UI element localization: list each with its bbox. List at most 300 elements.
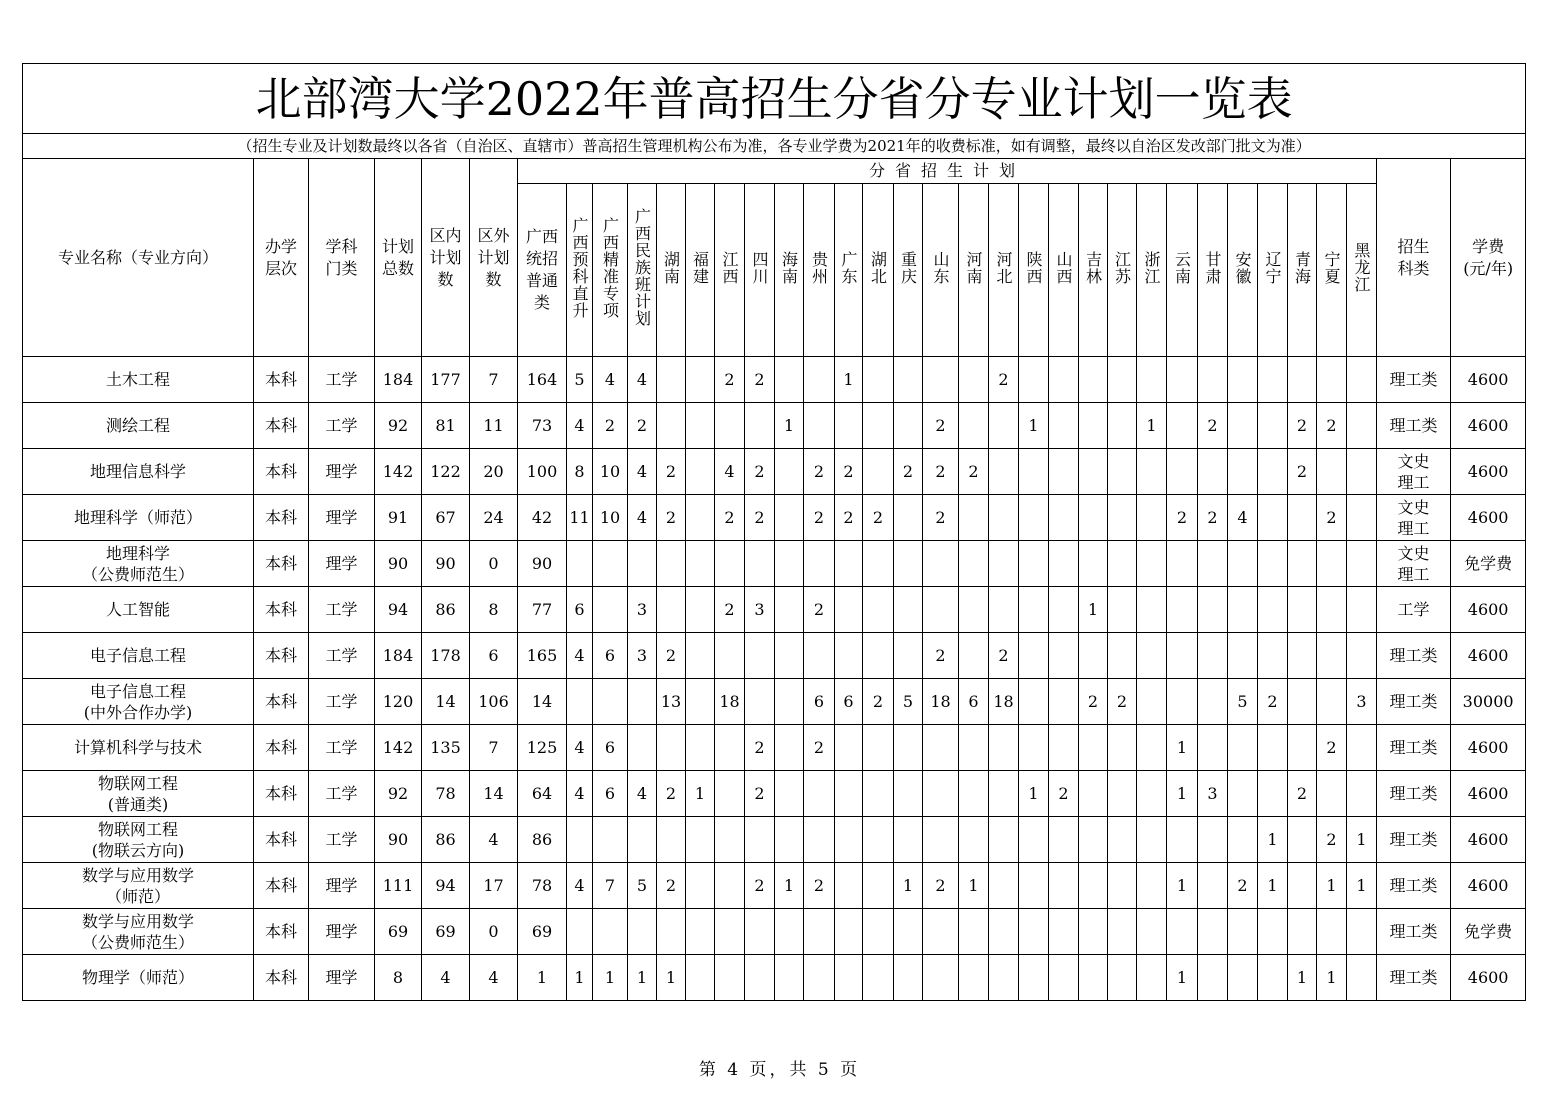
plan-cell-7: 2 [715, 587, 745, 633]
plan-cell-22: 2 [1167, 495, 1198, 541]
discipline-cell: 工学 [309, 725, 375, 771]
header-text-line: 计划 [477, 247, 510, 267]
plan-cell-24: 2 [1228, 863, 1258, 909]
plan-cell-18 [1049, 587, 1079, 633]
plan-cell-19 [1079, 771, 1108, 817]
plan-cell-19 [1079, 863, 1108, 909]
level-cell: 本科 [254, 541, 309, 587]
text-line: （公费师范生） [81, 932, 194, 952]
major-name [23, 817, 254, 863]
plan-cell-5: 2 [657, 633, 686, 679]
text-line: 物联网工程 [97, 773, 178, 793]
plan-cell-12 [863, 909, 894, 955]
text-line: （公费师范生） [81, 564, 194, 584]
plan-cell-2: 4 [567, 771, 593, 817]
plan-cell-21 [1137, 679, 1167, 725]
header-text-line: 区内 [429, 225, 462, 245]
plan-cell-14 [923, 817, 959, 863]
inner-plan-cell: 81 [422, 403, 470, 449]
header-total [375, 159, 422, 357]
header-text-line: 招生 [1397, 236, 1430, 256]
table-row [23, 771, 1526, 817]
category-cell [1377, 633, 1451, 679]
plan-cell-17 [1019, 955, 1049, 1001]
plan-cell-9 [775, 495, 804, 541]
plan-cell-11: 2 [835, 495, 863, 541]
plan-cell-10: 2 [804, 449, 835, 495]
plan-cell-7: 2 [715, 357, 745, 403]
plan-cell-16 [989, 403, 1019, 449]
plan-cell-15 [959, 817, 989, 863]
plan-cell-12: 2 [863, 679, 894, 725]
plan-cell-3: 10 [593, 449, 628, 495]
table-row [23, 357, 1526, 403]
table-row [23, 863, 1526, 909]
text-line: 电子信息工程 [89, 681, 186, 701]
outer-plan-cell: 4 [470, 817, 518, 863]
plan-cell-21 [1137, 357, 1167, 403]
header-plan-label: 福建 [690, 250, 710, 285]
plan-cell-12 [863, 403, 894, 449]
major-name [23, 449, 254, 495]
discipline-cell: 工学 [309, 633, 375, 679]
plan-cell-18 [1049, 725, 1079, 771]
plan-cell-4 [628, 725, 657, 771]
outer-plan-cell: 8 [470, 587, 518, 633]
table-row [23, 679, 1526, 725]
level-cell: 本科 [254, 449, 309, 495]
plan-cell-5: 2 [657, 449, 686, 495]
table-row [23, 725, 1526, 771]
plan-cell-26: 2 [1288, 771, 1317, 817]
header-plan-13 [894, 184, 923, 357]
text-line: 文史 [1397, 543, 1430, 563]
plan-cell-25 [1258, 771, 1288, 817]
plan-cell-2: 1 [567, 955, 593, 1001]
total-plan-cell: 91 [375, 495, 422, 541]
header-plan-6 [686, 184, 715, 357]
level-cell: 本科 [254, 495, 309, 541]
plan-cell-6 [686, 725, 715, 771]
outer-plan-cell: 17 [470, 863, 518, 909]
plan-cell-19 [1079, 725, 1108, 771]
text-line: 人工智能 [105, 600, 170, 619]
total-plan-cell: 90 [375, 541, 422, 587]
inner-plan-cell: 67 [422, 495, 470, 541]
header-plan-label: 青海 [1292, 250, 1312, 285]
outer-plan-cell: 0 [470, 541, 518, 587]
plan-cell-7 [715, 541, 745, 587]
plan-cell-23 [1198, 633, 1228, 679]
discipline-cell: 理学 [309, 495, 375, 541]
header-plan-8 [745, 184, 775, 357]
level-cell: 本科 [254, 679, 309, 725]
outer-plan-cell: 20 [470, 449, 518, 495]
plan-cell-1: 73 [518, 403, 567, 449]
plan-cell-26 [1288, 357, 1317, 403]
plan-cell-9 [775, 541, 804, 587]
plan-cell-10: 6 [804, 679, 835, 725]
plan-cell-7 [715, 909, 745, 955]
plan-cell-6 [686, 955, 715, 1001]
plan-cell-25 [1258, 587, 1288, 633]
plan-cell-15 [959, 909, 989, 955]
plan-cell-16: 2 [989, 357, 1019, 403]
plan-cell-7: 18 [715, 679, 745, 725]
plan-cell-1: 64 [518, 771, 567, 817]
plan-cell-13 [894, 495, 923, 541]
plan-cell-15 [959, 403, 989, 449]
plan-cell-22 [1167, 587, 1198, 633]
plan-cell-18 [1049, 633, 1079, 679]
plan-cell-21 [1137, 909, 1167, 955]
plan-cell-20 [1108, 725, 1137, 771]
plan-cell-9 [775, 587, 804, 633]
plan-cell-13 [894, 587, 923, 633]
plan-cell-21 [1137, 725, 1167, 771]
header-text-line: 统招 [525, 249, 558, 268]
plan-cell-13 [894, 357, 923, 403]
plan-cell-26 [1288, 863, 1317, 909]
text-line: 理工类 [1389, 416, 1438, 435]
plan-cell-7 [715, 633, 745, 679]
plan-cell-27 [1317, 357, 1347, 403]
plan-cell-16 [989, 541, 1019, 587]
plan-cell-20 [1108, 403, 1137, 449]
plan-cell-28 [1347, 725, 1377, 771]
plan-cell-12: 2 [863, 495, 894, 541]
plan-cell-28 [1347, 633, 1377, 679]
header-plan-label: 浙江 [1142, 250, 1161, 285]
plan-cell-17 [1019, 495, 1049, 541]
plan-cell-18 [1049, 357, 1079, 403]
plan-cell-5 [657, 817, 686, 863]
plan-cell-12 [863, 587, 894, 633]
plan-cell-2 [567, 541, 593, 587]
plan-cell-13 [894, 909, 923, 955]
header-plan-label: 广西民族班计划 [632, 208, 652, 327]
header-plan-label: 江苏 [1112, 250, 1132, 285]
text-line: 理工 [1397, 472, 1430, 492]
text-line: 地理信息科学 [89, 462, 186, 481]
plan-cell-1: 125 [518, 725, 567, 771]
plan-cell-11 [835, 771, 863, 817]
header-plan-label: 河南 [964, 250, 983, 285]
plan-cell-16 [989, 725, 1019, 771]
plan-cell-15 [959, 771, 989, 817]
plan-cell-1: 90 [518, 541, 567, 587]
plan-cell-25 [1258, 357, 1288, 403]
plan-cell-1: 14 [518, 679, 567, 725]
plan-cell-24 [1228, 725, 1258, 771]
plan-cell-16 [989, 449, 1019, 495]
plan-cell-21 [1137, 817, 1167, 863]
text-line: 理工类 [1389, 784, 1438, 803]
category-cell [1377, 679, 1451, 725]
header-category [1377, 159, 1451, 357]
text-line: 工学 [1397, 600, 1430, 619]
text-line: 数学与应用数学 [81, 865, 194, 885]
plan-cell-12 [863, 817, 894, 863]
inner-plan-cell: 78 [422, 771, 470, 817]
plan-cell-16: 2 [989, 633, 1019, 679]
plan-cell-11 [835, 633, 863, 679]
header-text-line: (元/年) [1463, 258, 1514, 278]
plan-cell-9 [775, 633, 804, 679]
level-cell: 本科 [254, 357, 309, 403]
text-line: 理工类 [1389, 738, 1438, 757]
total-plan-cell: 184 [375, 633, 422, 679]
header-plan-label: 陕西 [1024, 250, 1043, 285]
plan-cell-12 [863, 771, 894, 817]
plan-cell-20 [1108, 771, 1137, 817]
plan-cell-28 [1347, 541, 1377, 587]
plan-cell-17 [1019, 817, 1049, 863]
category-cell [1377, 449, 1451, 495]
header-plan-label: 河北 [994, 250, 1013, 285]
plan-cell-19 [1079, 817, 1108, 863]
header-text-line: 区外 [477, 225, 510, 245]
plan-cell-24 [1228, 771, 1258, 817]
major-name [23, 357, 254, 403]
plan-cell-5 [657, 587, 686, 633]
plan-cell-14: 2 [923, 863, 959, 909]
plan-cell-24 [1228, 541, 1258, 587]
plan-cell-20 [1108, 863, 1137, 909]
inner-plan-cell: 14 [422, 679, 470, 725]
text-line: 地理科学（师范） [73, 508, 202, 527]
total-plan-cell: 184 [375, 357, 422, 403]
plan-cell-5 [657, 541, 686, 587]
plan-cell-3 [593, 909, 628, 955]
plan-cell-15 [959, 357, 989, 403]
plan-cell-12 [863, 541, 894, 587]
outer-plan-cell: 106 [470, 679, 518, 725]
plan-cell-11 [835, 909, 863, 955]
table-row [23, 449, 1526, 495]
inner-plan-cell: 122 [422, 449, 470, 495]
plan-cell-19 [1079, 955, 1108, 1001]
plan-cell-17 [1019, 587, 1049, 633]
plan-cell-9 [775, 357, 804, 403]
plan-cell-21 [1137, 449, 1167, 495]
plan-cell-18 [1049, 863, 1079, 909]
plan-cell-20 [1108, 587, 1137, 633]
plan-cell-5 [657, 725, 686, 771]
major-name [23, 679, 254, 725]
inner-plan-cell: 177 [422, 357, 470, 403]
header-plan-3 [593, 184, 628, 357]
header-discipline [309, 159, 375, 357]
plan-cell-7 [715, 725, 745, 771]
plan-cell-8: 2 [745, 771, 775, 817]
plan-cell-8: 2 [745, 863, 775, 909]
plan-cell-26 [1288, 817, 1317, 863]
plan-cell-25 [1258, 909, 1288, 955]
plan-cell-23: 3 [1198, 771, 1228, 817]
header-text-line: 广西 [525, 227, 558, 246]
plan-cell-10: 2 [804, 725, 835, 771]
category-cell [1377, 403, 1451, 449]
plan-cell-28 [1347, 357, 1377, 403]
plan-cell-8: 2 [745, 449, 775, 495]
level-cell: 本科 [254, 725, 309, 771]
plan-cell-21 [1137, 955, 1167, 1001]
category-cell [1377, 541, 1451, 587]
header-plan-label: 甘肃 [1203, 250, 1222, 285]
plan-cell-24 [1228, 633, 1258, 679]
header-plan-label: 广西预科直升 [570, 216, 589, 319]
outer-plan-cell: 7 [470, 357, 518, 403]
plan-cell-22: 1 [1167, 955, 1198, 1001]
category-cell [1377, 587, 1451, 633]
inner-plan-cell: 178 [422, 633, 470, 679]
header-inner-plan [422, 159, 470, 357]
text-line: 地理科学 [105, 543, 170, 563]
plan-cell-17 [1019, 863, 1049, 909]
plan-cell-13 [894, 725, 923, 771]
plan-cell-22 [1167, 633, 1198, 679]
plan-cell-23 [1198, 587, 1228, 633]
plan-cell-18 [1049, 541, 1079, 587]
plan-cell-12 [863, 633, 894, 679]
plan-cell-25: 1 [1258, 863, 1288, 909]
plan-cell-1: 69 [518, 909, 567, 955]
plan-cell-22 [1167, 541, 1198, 587]
plan-cell-12 [863, 449, 894, 495]
header-plan-15 [959, 184, 989, 357]
plan-cell-15: 1 [959, 863, 989, 909]
plan-cell-14 [923, 725, 959, 771]
subtitle-note: （招生专业及计划数最终以各省（自治区、直辖市）普高招生管理机构公布为准，各专业学费为2021年的收费标准，如有调整，最终以自治区发改部门批文为准） [23, 134, 1526, 159]
plan-cell-16: 18 [989, 679, 1019, 725]
header-plan-7 [715, 184, 745, 357]
plan-cell-25 [1258, 725, 1288, 771]
plan-cell-21 [1137, 633, 1167, 679]
plan-cell-10 [804, 817, 835, 863]
plan-cell-28 [1347, 909, 1377, 955]
plan-cell-15 [959, 541, 989, 587]
major-name [23, 863, 254, 909]
plan-cell-6 [686, 863, 715, 909]
header-plan-26 [1288, 184, 1317, 357]
plan-cell-21: 1 [1137, 403, 1167, 449]
plan-cell-17 [1019, 679, 1049, 725]
text-line: (物联云方向) [91, 840, 185, 860]
header-text-line: 数 [485, 269, 502, 289]
plan-cell-26 [1288, 495, 1317, 541]
plan-cell-22 [1167, 679, 1198, 725]
plan-cell-23 [1198, 541, 1228, 587]
header-plan-label: 湖北 [868, 250, 888, 285]
total-plan-cell: 92 [375, 403, 422, 449]
header-plan-label: 广西精准专项 [600, 216, 620, 319]
plan-cell-11 [835, 817, 863, 863]
plan-cell-6 [686, 403, 715, 449]
level-cell: 本科 [254, 817, 309, 863]
plan-cell-5 [657, 909, 686, 955]
plan-cell-3: 6 [593, 633, 628, 679]
plan-cell-2 [567, 817, 593, 863]
plan-cell-1: 42 [518, 495, 567, 541]
plan-cell-17 [1019, 725, 1049, 771]
plan-cell-27: 1 [1317, 955, 1347, 1001]
plan-cell-22: 1 [1167, 863, 1198, 909]
category-cell [1377, 909, 1451, 955]
page-title: 北部湾大学2022年普高招生分省分专业计划一览表 [23, 64, 1526, 134]
plan-cell-17 [1019, 909, 1049, 955]
plan-cell-8 [745, 633, 775, 679]
plan-cell-28 [1347, 771, 1377, 817]
table-row [23, 909, 1526, 955]
page-footer: 第 4 页，共 5 页 [698, 1060, 861, 1080]
plan-cell-14: 18 [923, 679, 959, 725]
header-plan-17 [1019, 184, 1049, 357]
level-cell: 本科 [254, 955, 309, 1001]
plan-cell-16 [989, 495, 1019, 541]
header-text-line: 学费 [1472, 236, 1505, 256]
plan-cell-2: 4 [567, 863, 593, 909]
plan-cell-26 [1288, 541, 1317, 587]
plan-cell-20 [1108, 633, 1137, 679]
plan-cell-2: 4 [567, 725, 593, 771]
plan-cell-22: 1 [1167, 771, 1198, 817]
plan-cell-21 [1137, 541, 1167, 587]
plan-cell-14: 2 [923, 495, 959, 541]
plan-cell-10: 2 [804, 587, 835, 633]
plan-cell-17 [1019, 633, 1049, 679]
plan-cell-3: 10 [593, 495, 628, 541]
header-plan-16 [989, 184, 1019, 357]
plan-cell-25 [1258, 403, 1288, 449]
plan-cell-28: 3 [1347, 679, 1377, 725]
plan-cell-24 [1228, 449, 1258, 495]
plan-cell-17: 1 [1019, 771, 1049, 817]
plan-cell-25 [1258, 955, 1288, 1001]
plan-cell-28 [1347, 495, 1377, 541]
plan-cell-7: 4 [715, 449, 745, 495]
plan-cell-19 [1079, 633, 1108, 679]
plan-cell-3 [593, 587, 628, 633]
plan-cell-15: 6 [959, 679, 989, 725]
plan-cell-14 [923, 771, 959, 817]
plan-cell-4: 3 [628, 633, 657, 679]
plan-cell-9 [775, 955, 804, 1001]
header-plan-19 [1079, 184, 1108, 357]
plan-cell-23 [1198, 679, 1228, 725]
header-plan-label: 贵州 [809, 250, 829, 285]
plan-cell-2: 11 [567, 495, 593, 541]
header-plan-label: 广东 [839, 250, 858, 285]
plan-cell-4: 2 [628, 403, 657, 449]
plan-cell-4 [628, 817, 657, 863]
enrollment-plan-sheet [22, 63, 1526, 1001]
plan-cell-11: 2 [835, 449, 863, 495]
fee-cell: 4600 [1451, 955, 1526, 1001]
header-text-line: 层次 [264, 258, 297, 278]
plan-cell-26 [1288, 587, 1317, 633]
plan-cell-3 [593, 541, 628, 587]
plan-cell-24: 5 [1228, 679, 1258, 725]
plan-cell-7 [715, 771, 745, 817]
plan-cell-27 [1317, 679, 1347, 725]
major-name [23, 495, 254, 541]
plan-cell-20 [1108, 817, 1137, 863]
plan-cell-9 [775, 725, 804, 771]
total-plan-cell: 94 [375, 587, 422, 633]
level-cell: 本科 [254, 771, 309, 817]
plan-cell-10 [804, 541, 835, 587]
